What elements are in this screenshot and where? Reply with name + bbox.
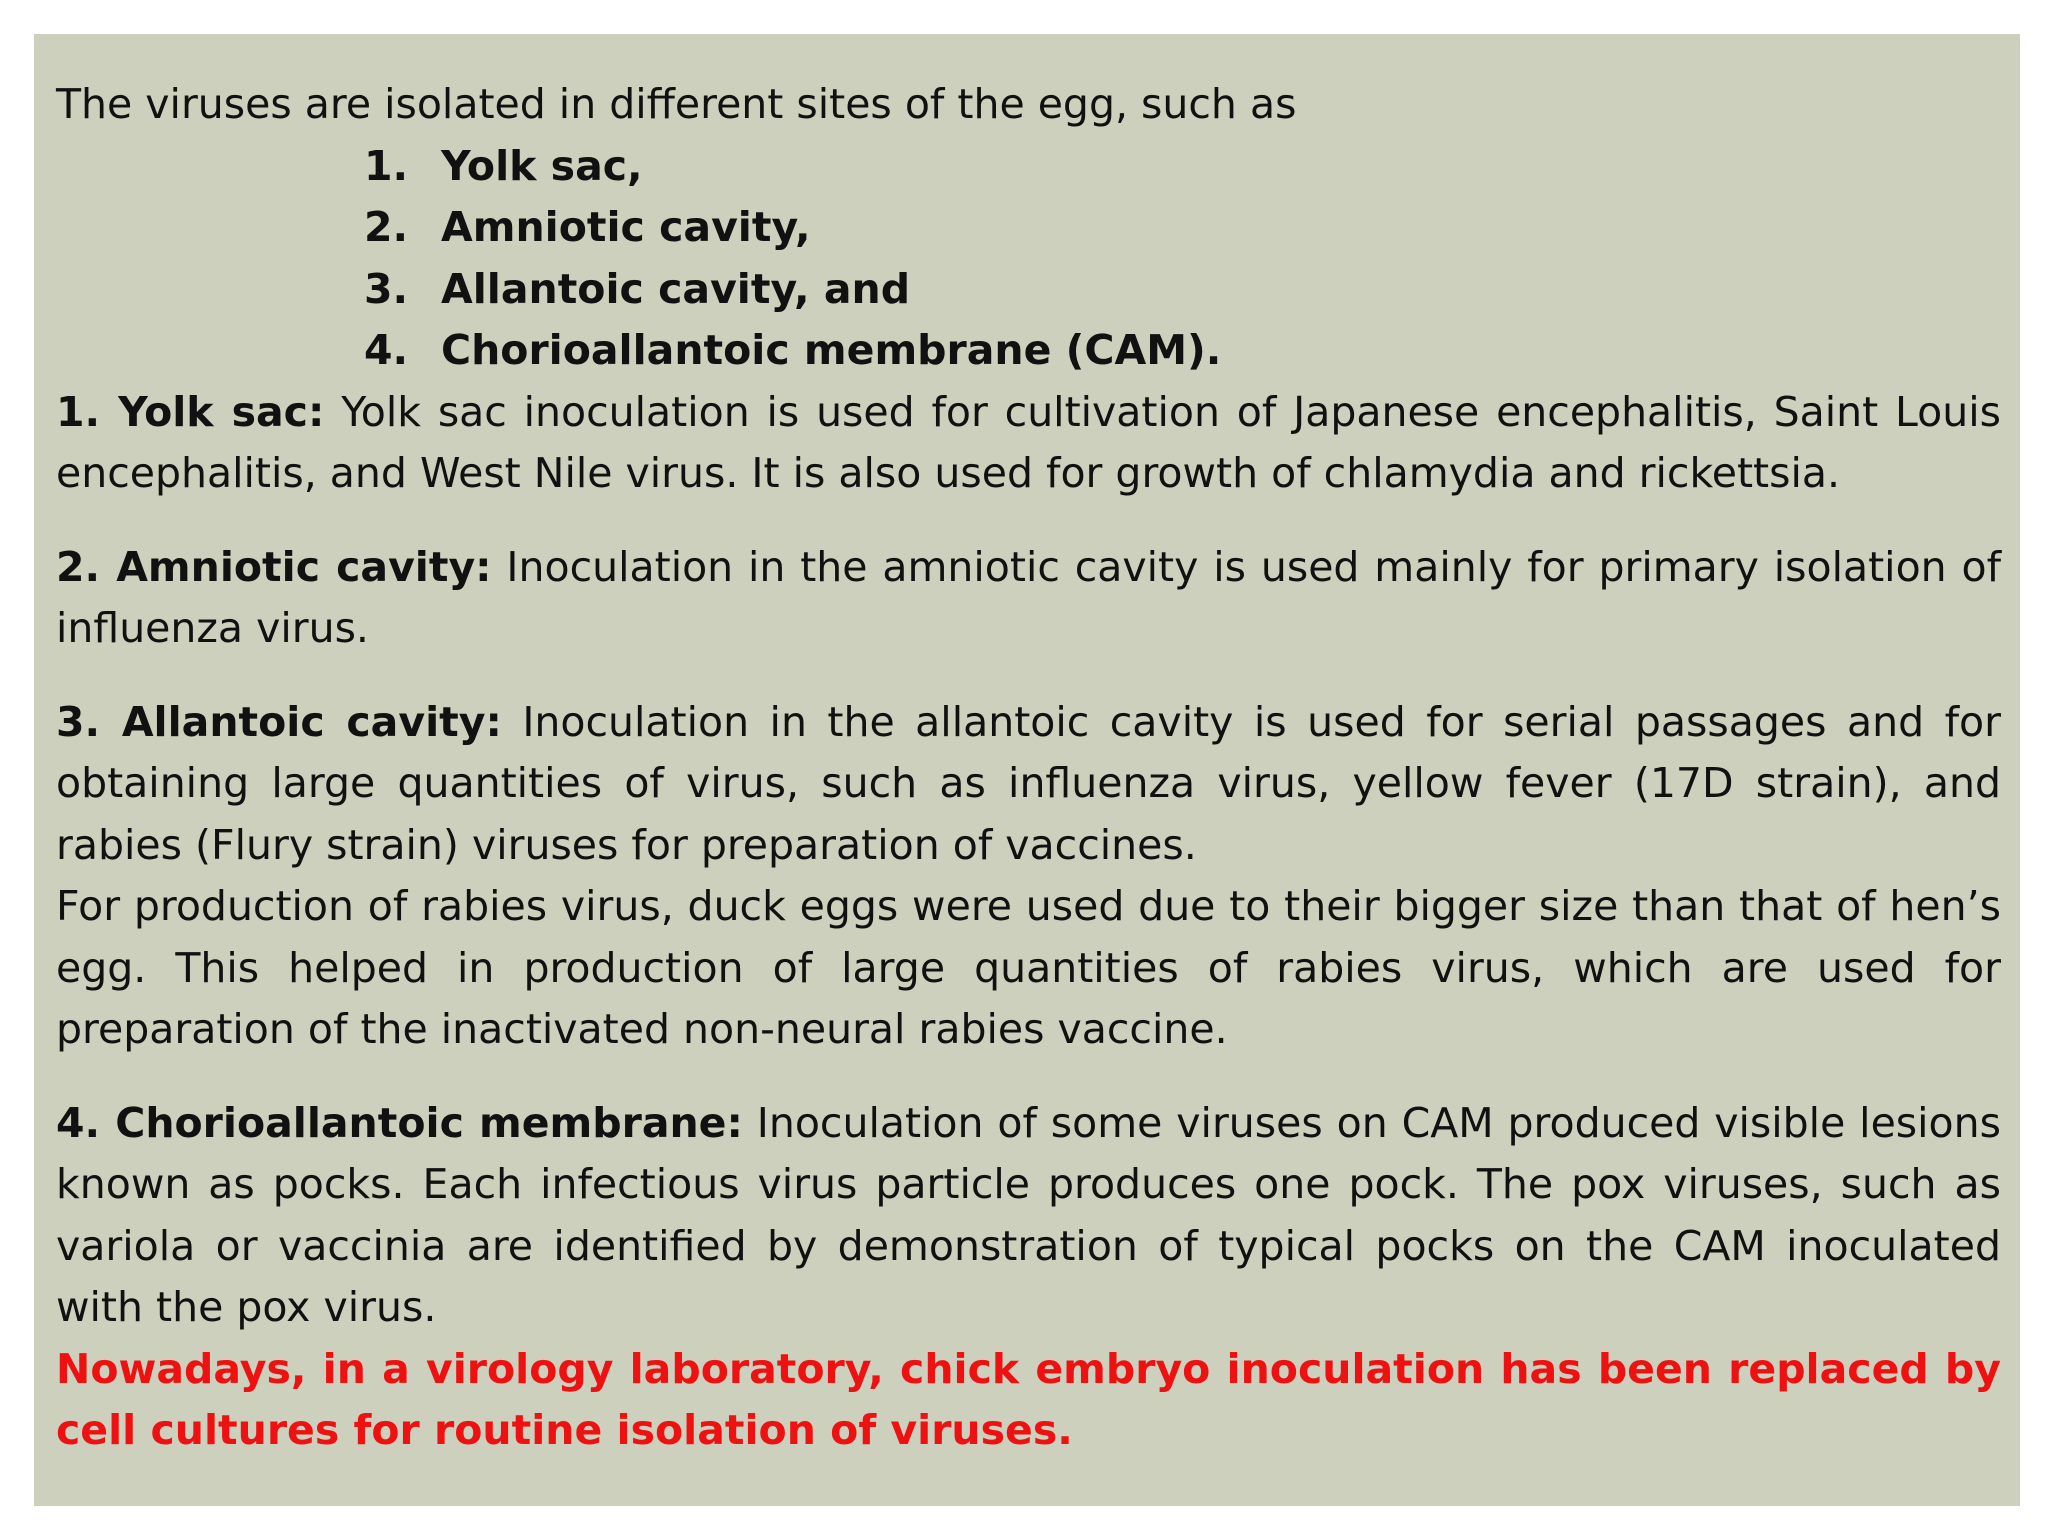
list-number: 4. [364,326,409,374]
cam-text: Inoculation of some viruses on CAM produced visible lesions known as pocks. Each infectious virus particle produces one pock. The pox viruses, such as variola or vaccinia are identified by demonstration of typical pocks on the CAM inoculated with the pox virus. [56,1098,2001,1331]
yolk-sac-heading: 1. Yolk sac: [56,387,325,436]
amniotic-text: Inoculation in the amniotic cavity is used mainly for primary isolation of influenza virus. [56,542,2001,652]
yolk-sac-paragraph [56,382,2001,505]
slide-content [56,74,2001,1462]
list-number: 1. [364,141,409,190]
list-number: 2. [364,203,409,251]
list-label: Amniotic cavity, [441,203,811,251]
list-label: Allantoic cavity, and [441,264,911,313]
intro-text: The viruses are isolated in different sites of the egg, such as [56,80,1297,128]
highlight-note: Nowadays, in a virology laboratory, chick embryo inoculation has been replaced by cell cultures for routine isolation of viruses. [56,1344,2001,1454]
cam-paragraph [56,1093,2001,1339]
allantoic-heading: 3. Allantoic cavity: [56,697,502,746]
slide-panel [34,34,2020,1506]
cam-heading: 4. Chorioallantoic membrane: [56,1098,743,1147]
yolk-sac-text: Yolk sac inoculation is used for cultivation of Japanese encephalitis, Saint Louis encephalitis, and West Nile virus. It is also used for growth of chlamydia and rickettsia. [56,387,2001,497]
rabies-paragraph: For production of rabies virus, duck eggs were used due to their bigger size than that of hen’s egg. This helped in production of large quantities of rabies virus, which are used for preparation of the inactivated non-neural rabies vaccine. [56,882,2001,1053]
list-item [364,136,2001,198]
list-label: Chorioallantoic membrane (CAM). [441,326,1222,374]
list-number: 3. [364,264,409,313]
egg-sites-list [56,136,2001,382]
list-item [364,320,2001,382]
allantoic-paragraph [56,692,2001,877]
list-label: Yolk sac, [441,141,643,190]
list-item [364,197,2001,259]
amniotic-heading: 2. Amniotic cavity: [56,542,492,591]
amniotic-paragraph [56,537,2001,660]
list-item [364,259,2001,321]
allantoic-text: Inoculation in the allantoic cavity is used for serial passages and for obtaining large quantities of virus, such as influenza virus, yellow fever (17D strain), and rabies (Flury strain) viruses for preparation of vaccines. [56,697,2001,869]
